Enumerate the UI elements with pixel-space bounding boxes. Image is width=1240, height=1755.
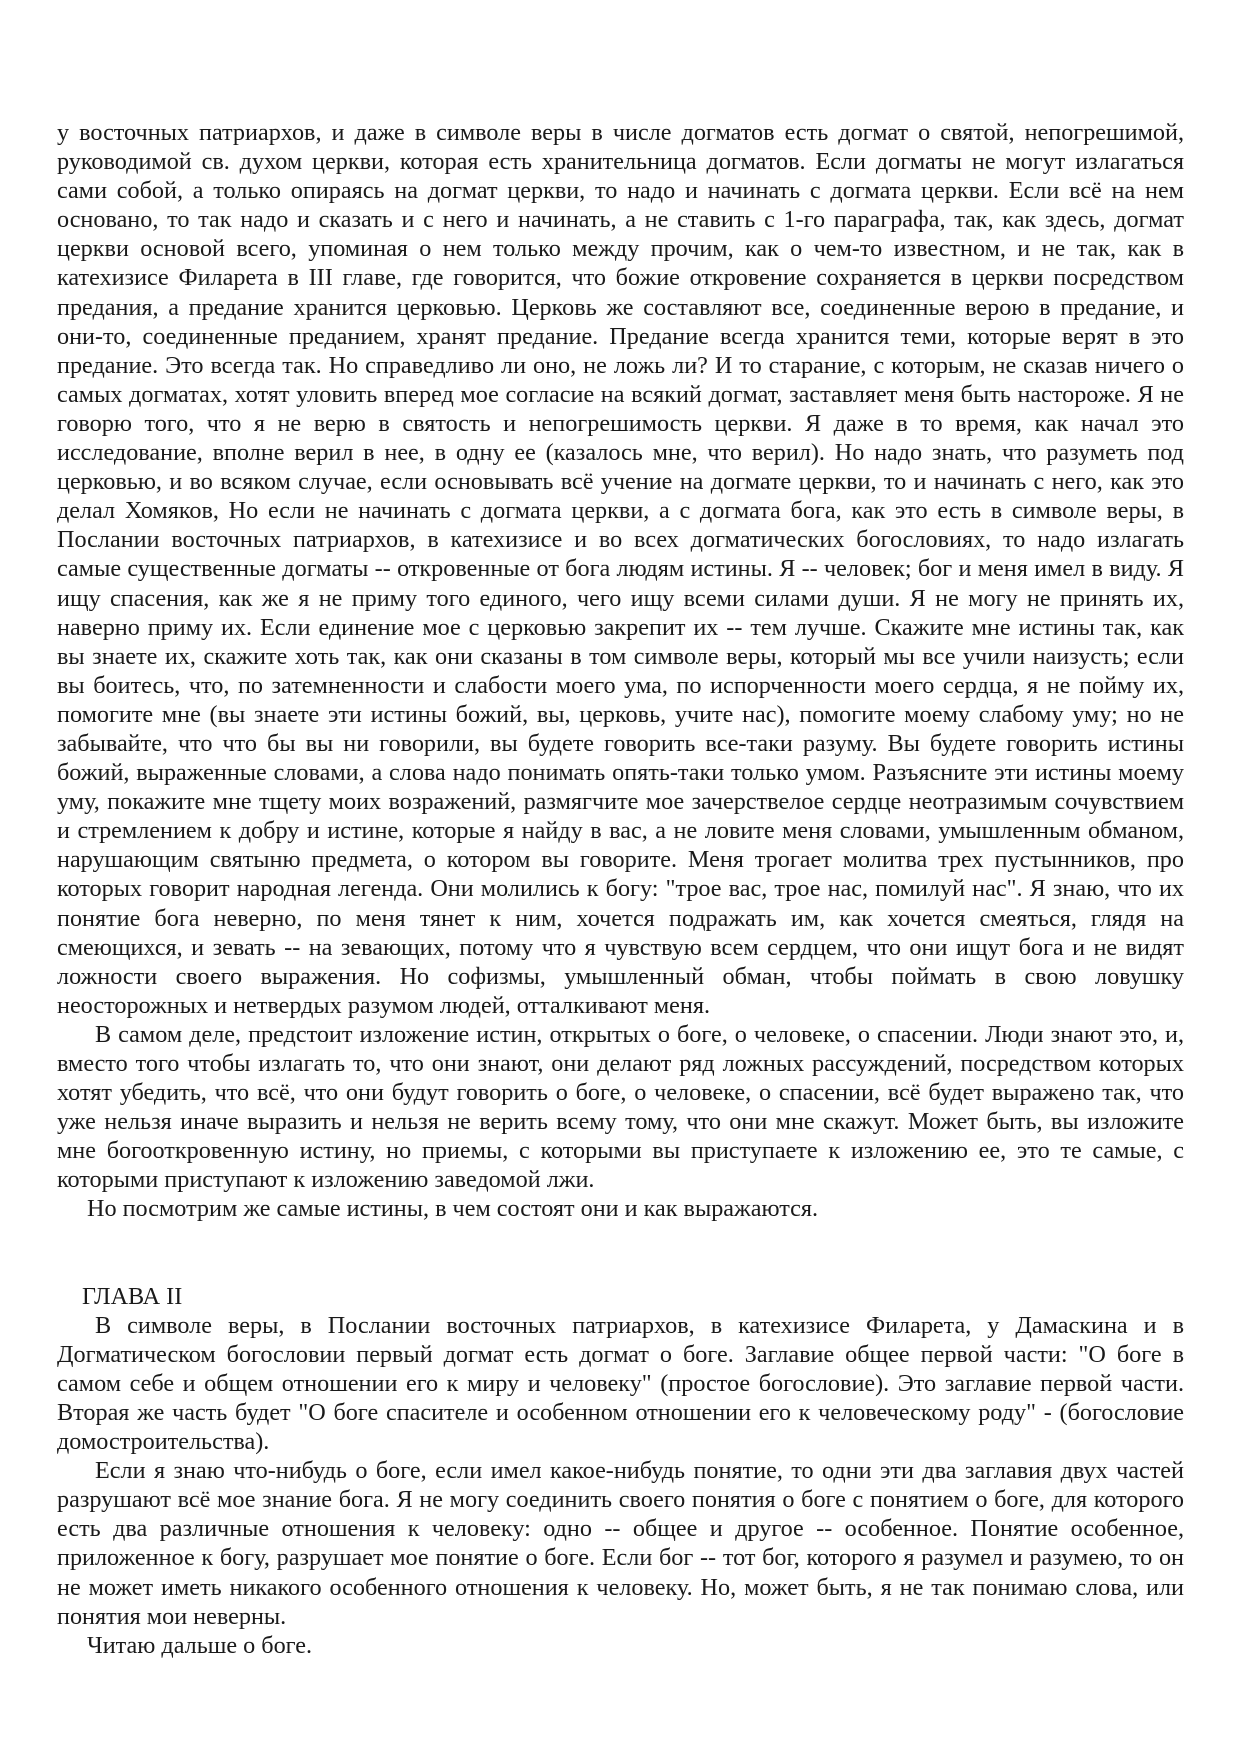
paragraph-continuation: у восточных патриархов, и даже в символе веры в числе догматов есть догмат о святой, непогрешимой, руководимой св. духом церкви, которая есть хранительница догматов. Если догматы не могут излагаться сами собой, а только опираясь на догмат церкви, то надо и начинать с догмата церкви. Если всё на нем основано, то так надо и сказать и с него и начинать, а не ставить с 1-го параграфа, так, как здесь, догмат церкви основой всего, упоминая о нем только между прочим, как о чем-то известном, и не так, как в катехизисе Филарета в III главе, где говорится, что божие откровение сохраняется в церкви посредством предания, а предание хранится церковью. Церковь же составляют все, соединенные верою в предание, и они-то, соединенные преданием, хранят предание. Предание всегда хранится теми, которые верят в это предание. Это всегда так. Но справедливо ли оно, не ложь ли? И то старание, с которым, не сказав ничего о самых догматах, хотят уловить вперед мое согласие на всякий догмат, заставляет меня быть настороже. Я не говорю того, что я не верю в святость и непогрешимость церкви. Я даже в то время, как начал это исследование, вполне верил в нее, в одну ее (казалось мне, что верил). Но надо знать, что разуметь под церковью, и во всяком случае, если основывать всё учение на догмате церкви, то и начинать с него, как это делал Хомяков, Но если не начинать с догмата церкви, а с догмата бога, как это есть в символе веры, в Послании восточных патриархов, в катехизисе и во всех догматических богословиях, то надо излагать самые существенные догматы -- откровенные от бога людям истины. Я -- человек; бог и меня имел в виду. Я ищу спасения, как же я не приму того единого, чего ищу всеми силами души. Я не могу не принять их, наверно приму их. Если единение мое с церковью закрепит их -- тем лучше. Скажите мне истины так, как вы знаете их, скажите хоть так, как они сказаны в том символе веры, который мы все учили наизусть; если вы боитесь, что, по затемненности и слабости моего ума, по испорченности моего сердца, я не пойму их, помогите мне (вы знаете эти истины божий, вы, церковь, учите нас), помогите моему слабому уму; но не забывайте, что что бы вы ни говорили, вы будете говорить все-таки разуму. Вы будете говорить истины божий, выраженные словами, а слова надо понимать опять-таки только умом. Разъясните эти истины моему уму, покажите мне тщету моих возражений, размягчите мое зачерствелое сердце неотразимым сочувствием и стремлением к добру и истине, которые я найду в вас, а не ловите меня словами, умышленным обманом, нарушающим святыню предмета, о котором вы говорите. Меня трогает молитва трех пустынников, про которых говорит народная легенда. Они молились к богу: "трое вас, трое нас, помилуй нас". Я знаю, что их понятие бога неверно, по меня тянет к ним, хочется подражать им, как хочется смеяться, глядя на смеющихся, и зевать -- на зевающих, потому что я чувствую всем сердцем, что они ищут бога и не видят ложности своего выражения. Но софизмы, умышленный обман, чтобы поймать в свою ловушку неосторожных и нетвердых разумом людей, отталкивают меня. [57,119,1184,1019]
paragraph-truth-exposition: В самом деле, предстоит изложение истин, открытых о боге, о человеке, о спасении. Люди знают это, и, вместо того чтобы излагать то, что они знают, они делают ряд ложных рассуждений, посредством которых хотят убедить, что всё, что они будут говорить о боге, о человеке, о спасении, всё будет выражено так, что уже нельзя иначе выразить и нельзя не верить всему тому, что они мне скажут. Может быть, вы изложите мне богооткровенную истину, но приемы, с которыми вы приступаете к изложению ее, это те самые, с которыми приступают к изложению заведомой лжи. [57,1020,1184,1194]
paragraph-knowledge-of-god: Если я знаю что-нибудь о боге, если имел какое-нибудь понятие, то одни эти два заглавия двух частей разрушают всё мое знание бога. Я не могу соединить своего понятия о боге с понятием о боге, для которого есть два различные отношения к человеку: одно -- общее и другое -- особенное. Понятие особенное, приложенное к богу, разрушает мое понятие о боге. Если бог -- тот бог, которого я разумел и разумею, то он не может иметь никакого особенного отношения к человеку. Но, может быть, я не так понимаю слова, или понятия мои неверны. [57,1457,1184,1630]
chapter-spacer [57,1224,1184,1282]
paragraph-first-dogma: В символе веры, в Послании восточных патриархов, в катехизисе Филарета, у Дамаскина и в Догматическом богословии первый догмат есть догмат о боге. Заглавие общее первой части: "О боге в самом себе и общем отношении его к миру и человеку" (простое богословие). Это заглавие первой части. Вторая же часть будет "О боге спасителе и особенном отношении его к человеческому роду" - (богословие домостроительства). [57,1311,1184,1456]
paragraph-read-further: Читаю дальше о боге. [87,1631,313,1659]
paragraph-transition: Но посмотрим же самые истины, в чем состоят они и как выражаются. [87,1195,819,1223]
chapter-heading: ГЛАВА II [82,1282,183,1310]
document-page [57,118,1184,1660]
